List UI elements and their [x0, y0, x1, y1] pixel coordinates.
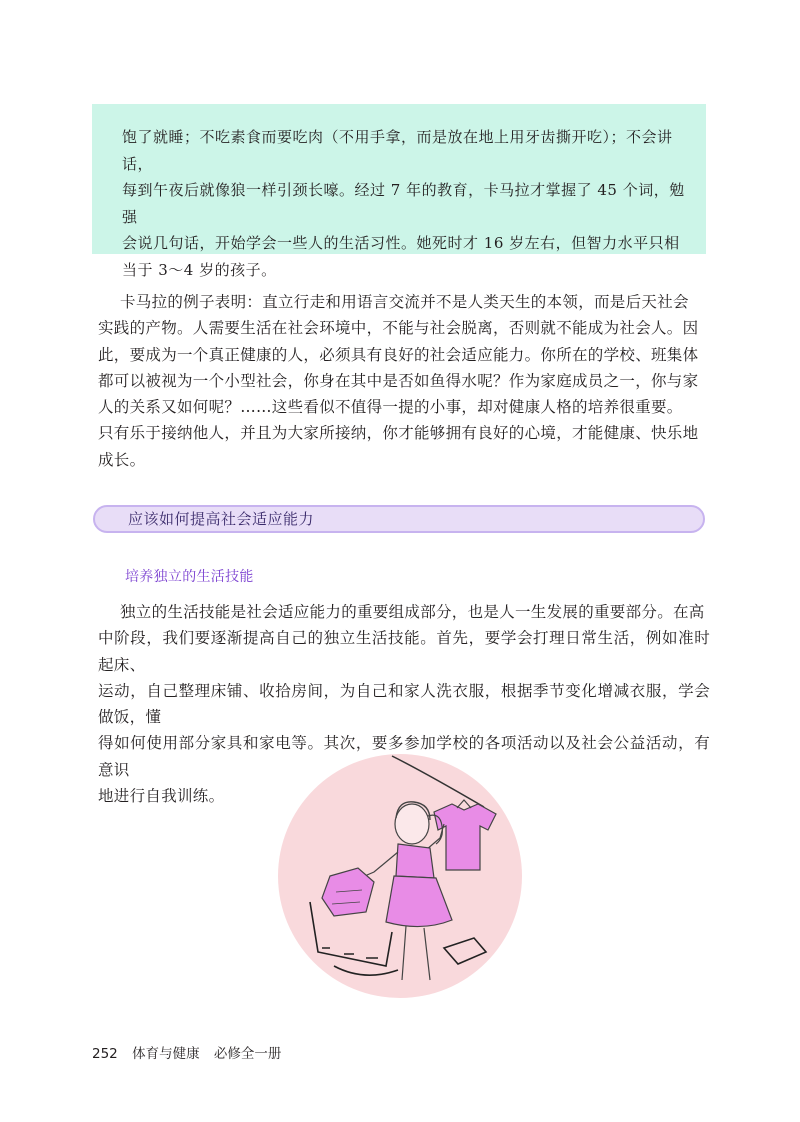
paragraph-line: 此，要成为一个真正健康的人，必须具有良好的社会适应能力。你所在的学校、班集体 — [98, 345, 699, 364]
paragraph-kamala-conclusion — [98, 289, 710, 473]
laundry-illustration — [274, 752, 526, 1000]
book-title: 体育与健康 — [132, 1046, 200, 1062]
book-volume: 必修全一册 — [213, 1046, 282, 1062]
paragraph-line: 人的关系又如何呢？……这些看似不值得一提的小事，却对健康人格的培养很重要。 — [98, 398, 683, 417]
paragraph-line: 运动，自己整理床铺、收拾房间，为自己和家人洗衣服，根据季节变化增减衣服，学会做饭，懂 — [98, 681, 710, 727]
story-line: 每到午夜后就像狼一样引颈长嚎。经过 7 年的教育，卡马拉才掌握了 45 个词，勉强 — [122, 181, 685, 226]
paragraph-line: 得如何使用部分家具和家电等。其次，要多参加学校的各项活动以及社会公益活动，有意识 — [98, 734, 710, 779]
paragraph-line: 地进行自我训练。 — [98, 787, 225, 806]
story-line: 会说几句话，开始学会一些人的生活习性。她死时才 16 岁左右，但智力水平只相 — [122, 234, 680, 252]
paragraph-line: 独立的生活技能是社会适应能力的重要组成部分，也是人一生发展的重要部分。在高 — [120, 603, 705, 621]
paragraph-line: 实践的产物。人需要生活在社会环境中，不能与社会脱离，否则就不能成为社会人。因 — [98, 319, 699, 338]
story-line: 饱了就睡；不吃素食而要吃肉（不用手拿，而是放在地上用牙齿撕开吃）；不会讲话， — [122, 128, 673, 173]
page-number: 252 — [92, 1046, 118, 1062]
page-footer — [92, 1045, 291, 1063]
story-line: 当于 3～4 岁的孩子。 — [122, 260, 277, 279]
subsection-heading: 培养独立的生活技能 — [125, 569, 254, 585]
paragraph-line: 成长。 — [98, 450, 146, 469]
paragraph-line: 都可以被视为一个小型社会，你身在其中是否如鱼得水呢？作为家庭成员之一，你与家 — [98, 371, 699, 390]
section-heading: 应该如何提高社会适应能力 — [128, 510, 315, 528]
paragraph-line: 只有乐于接纳他人，并且为大家所接纳，你才能够拥有良好的心境，才能健康、快乐地 — [98, 424, 699, 443]
paragraph-line: 卡马拉的例子表明：直立行走和用语言交流并不是人类天生的本领，而是后天社会 — [120, 293, 689, 311]
paragraph-line: 中阶段，我们要逐渐提高自己的独立生活技能。首先，要学会打理日常生活，例如准时起床、 — [98, 629, 710, 674]
story-box-text — [122, 124, 692, 283]
